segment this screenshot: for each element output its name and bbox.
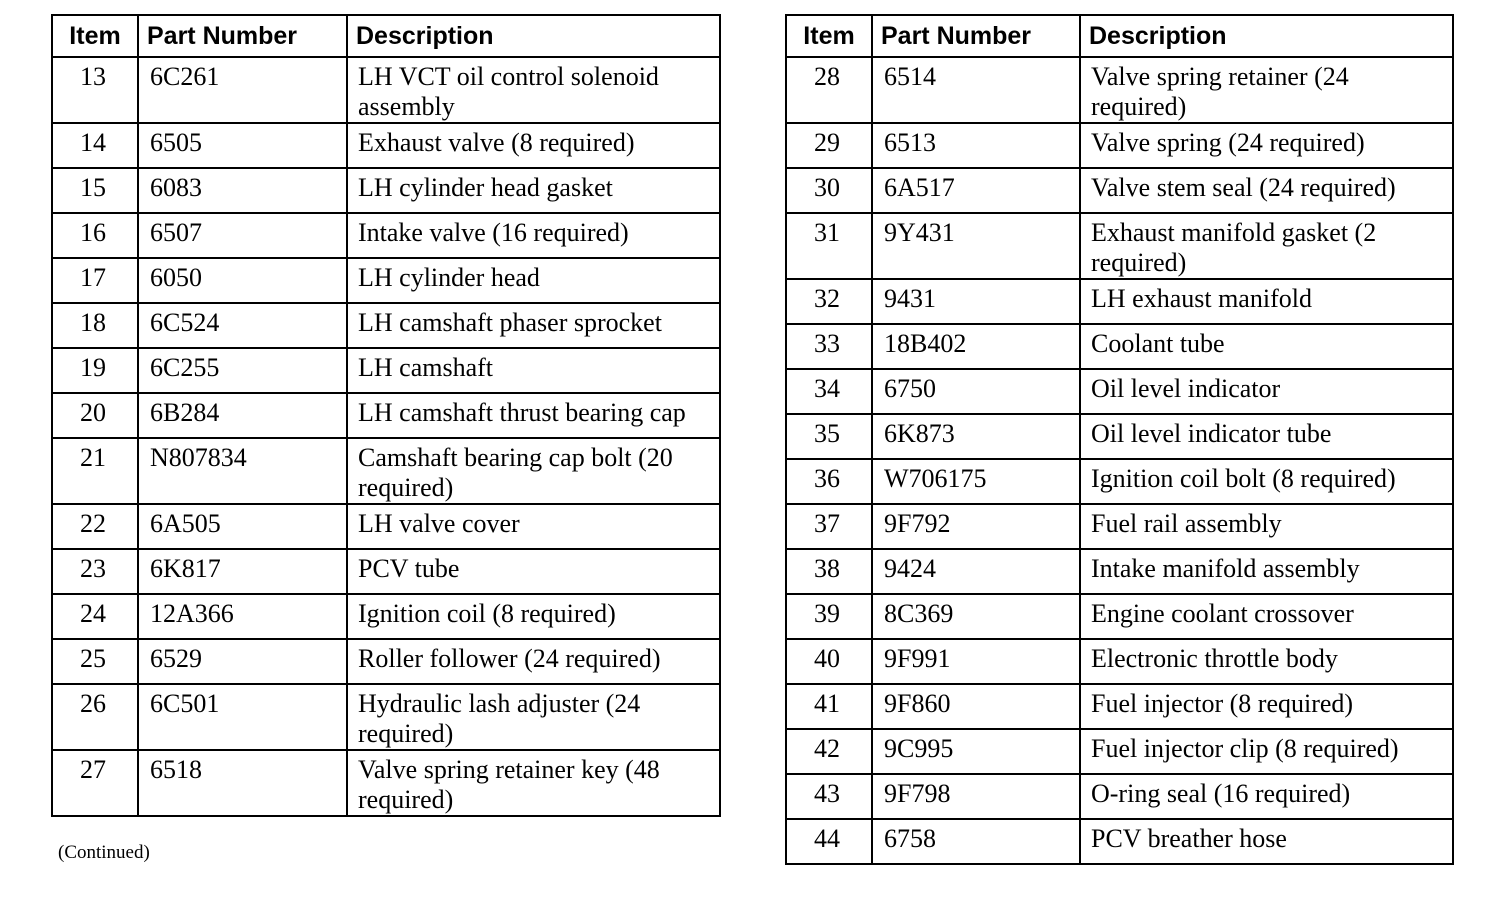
table-row — [786, 684, 1453, 729]
description-cell: Valve stem seal (24 required) — [1080, 168, 1453, 213]
table-row — [52, 123, 720, 168]
part-number-cell: 6529 — [138, 639, 347, 684]
description-cell: Coolant tube — [1080, 324, 1453, 369]
table-row — [786, 369, 1453, 414]
table-row — [52, 348, 720, 393]
item-number-cell: 23 — [52, 549, 138, 594]
part-number-cell: 6C501 — [138, 684, 347, 750]
part-number-cell: 9F991 — [872, 639, 1080, 684]
item-number-cell: 32 — [786, 279, 872, 324]
description-cell: Valve spring retainer key (48 required) — [347, 750, 720, 816]
description-cell: Intake valve (16 required) — [347, 213, 720, 258]
table-row — [52, 684, 720, 750]
item-number-cell: 28 — [786, 57, 872, 123]
description-cell: Electronic throttle body — [1080, 639, 1453, 684]
header-item: Item — [786, 15, 872, 57]
item-number-cell: 27 — [52, 750, 138, 816]
table-row — [786, 324, 1453, 369]
part-number-cell: N807834 — [138, 438, 347, 504]
table-row — [786, 279, 1453, 324]
description-cell: Roller follower (24 required) — [347, 639, 720, 684]
description-cell: Fuel injector (8 required) — [1080, 684, 1453, 729]
item-number-cell: 40 — [786, 639, 872, 684]
description-cell: Valve spring retainer (24 required) — [1080, 57, 1453, 123]
part-number-cell: 6507 — [138, 213, 347, 258]
item-number-cell: 37 — [786, 504, 872, 549]
item-number-cell: 42 — [786, 729, 872, 774]
part-number-cell: 6C261 — [138, 57, 347, 123]
part-number-cell: 6K873 — [872, 414, 1080, 459]
table-row — [52, 438, 720, 504]
item-number-cell: 31 — [786, 213, 872, 279]
table-row — [52, 303, 720, 348]
description-cell: LH camshaft — [347, 348, 720, 393]
table-row — [786, 168, 1453, 213]
description-cell: PCV breather hose — [1080, 819, 1453, 864]
part-number-cell: 18B402 — [872, 324, 1080, 369]
part-number-cell: 6C255 — [138, 348, 347, 393]
description-cell: Camshaft bearing cap bolt (20 required) — [347, 438, 720, 504]
description-cell: Exhaust manifold gasket (2 required) — [1080, 213, 1453, 279]
item-number-cell: 29 — [786, 123, 872, 168]
part-number-cell: 6B284 — [138, 393, 347, 438]
table-row — [52, 504, 720, 549]
table-row — [786, 459, 1453, 504]
description-cell: Oil level indicator tube — [1080, 414, 1453, 459]
item-number-cell: 44 — [786, 819, 872, 864]
description-cell: LH exhaust manifold — [1080, 279, 1453, 324]
part-number-cell: 6083 — [138, 168, 347, 213]
part-number-cell: 6C524 — [138, 303, 347, 348]
item-number-cell: 30 — [786, 168, 872, 213]
table-row — [786, 213, 1453, 279]
part-number-cell: 6518 — [138, 750, 347, 816]
description-cell: Fuel rail assembly — [1080, 504, 1453, 549]
table-row — [786, 414, 1453, 459]
part-number-cell: 9F792 — [872, 504, 1080, 549]
table-row — [786, 639, 1453, 684]
description-cell: LH cylinder head gasket — [347, 168, 720, 213]
item-number-cell: 21 — [52, 438, 138, 504]
item-number-cell: 17 — [52, 258, 138, 303]
table-row — [52, 549, 720, 594]
description-cell: LH camshaft phaser sprocket — [347, 303, 720, 348]
description-cell: Ignition coil (8 required) — [347, 594, 720, 639]
item-number-cell: 34 — [786, 369, 872, 414]
table-row — [786, 729, 1453, 774]
item-number-cell: 15 — [52, 168, 138, 213]
description-cell: LH camshaft thrust bearing cap — [347, 393, 720, 438]
description-cell: Exhaust valve (8 required) — [347, 123, 720, 168]
part-number-cell: 8C369 — [872, 594, 1080, 639]
table-header-row — [52, 15, 720, 57]
part-number-cell: 6050 — [138, 258, 347, 303]
part-number-cell: 6514 — [872, 57, 1080, 123]
part-number-cell: 9431 — [872, 279, 1080, 324]
table-row — [786, 57, 1453, 123]
item-number-cell: 19 — [52, 348, 138, 393]
parts-table-left — [51, 14, 721, 817]
table-row — [52, 57, 720, 123]
table-row — [786, 594, 1453, 639]
table-row — [786, 504, 1453, 549]
item-number-cell: 13 — [52, 57, 138, 123]
description-cell: Ignition coil bolt (8 required) — [1080, 459, 1453, 504]
item-number-cell: 36 — [786, 459, 872, 504]
item-number-cell: 18 — [52, 303, 138, 348]
item-number-cell: 20 — [52, 393, 138, 438]
item-number-cell: 35 — [786, 414, 872, 459]
part-number-cell: 9424 — [872, 549, 1080, 594]
description-cell: O-ring seal (16 required) — [1080, 774, 1453, 819]
description-cell: LH valve cover — [347, 504, 720, 549]
table-row — [52, 750, 720, 816]
header-item: Item — [52, 15, 138, 57]
table-row — [52, 213, 720, 258]
table-row — [52, 258, 720, 303]
part-number-cell: 9F860 — [872, 684, 1080, 729]
part-number-cell: 6A505 — [138, 504, 347, 549]
table-row — [52, 393, 720, 438]
description-cell: Fuel injector clip (8 required) — [1080, 729, 1453, 774]
parts-table-right — [785, 14, 1454, 865]
item-number-cell: 41 — [786, 684, 872, 729]
part-number-cell: 6A517 — [872, 168, 1080, 213]
table-row — [52, 639, 720, 684]
header-part-number: Part Number — [872, 15, 1080, 57]
description-cell: LH VCT oil control solenoid assembly — [347, 57, 720, 123]
part-number-cell: 9F798 — [872, 774, 1080, 819]
description-cell: Valve spring (24 required) — [1080, 123, 1453, 168]
part-number-cell: 6513 — [872, 123, 1080, 168]
item-number-cell: 14 — [52, 123, 138, 168]
part-number-cell: 6758 — [872, 819, 1080, 864]
item-number-cell: 16 — [52, 213, 138, 258]
part-number-cell: 9C995 — [872, 729, 1080, 774]
item-number-cell: 26 — [52, 684, 138, 750]
table-row — [786, 549, 1453, 594]
header-part-number: Part Number — [138, 15, 347, 57]
part-number-cell: 6505 — [138, 123, 347, 168]
table-row — [52, 594, 720, 639]
continued-note: (Continued) — [58, 842, 150, 863]
part-number-cell: 6K817 — [138, 549, 347, 594]
part-number-cell: 12A366 — [138, 594, 347, 639]
item-number-cell: 22 — [52, 504, 138, 549]
item-number-cell: 33 — [786, 324, 872, 369]
item-number-cell: 39 — [786, 594, 872, 639]
table-row — [786, 123, 1453, 168]
description-cell: Oil level indicator — [1080, 369, 1453, 414]
description-cell: Engine coolant crossover — [1080, 594, 1453, 639]
description-cell: Hydraulic lash adjuster (24 required) — [347, 684, 720, 750]
header-description: Description — [1080, 15, 1453, 57]
item-number-cell: 43 — [786, 774, 872, 819]
table-row — [786, 774, 1453, 819]
header-description: Description — [347, 15, 720, 57]
part-number-cell: W706175 — [872, 459, 1080, 504]
description-cell: Intake manifold assembly — [1080, 549, 1453, 594]
part-number-cell: 6750 — [872, 369, 1080, 414]
table-header-row — [786, 15, 1453, 57]
item-number-cell: 25 — [52, 639, 138, 684]
description-cell: LH cylinder head — [347, 258, 720, 303]
description-cell: PCV tube — [347, 549, 720, 594]
item-number-cell: 24 — [52, 594, 138, 639]
part-number-cell: 9Y431 — [872, 213, 1080, 279]
item-number-cell: 38 — [786, 549, 872, 594]
table-row — [52, 168, 720, 213]
table-row — [786, 819, 1453, 864]
